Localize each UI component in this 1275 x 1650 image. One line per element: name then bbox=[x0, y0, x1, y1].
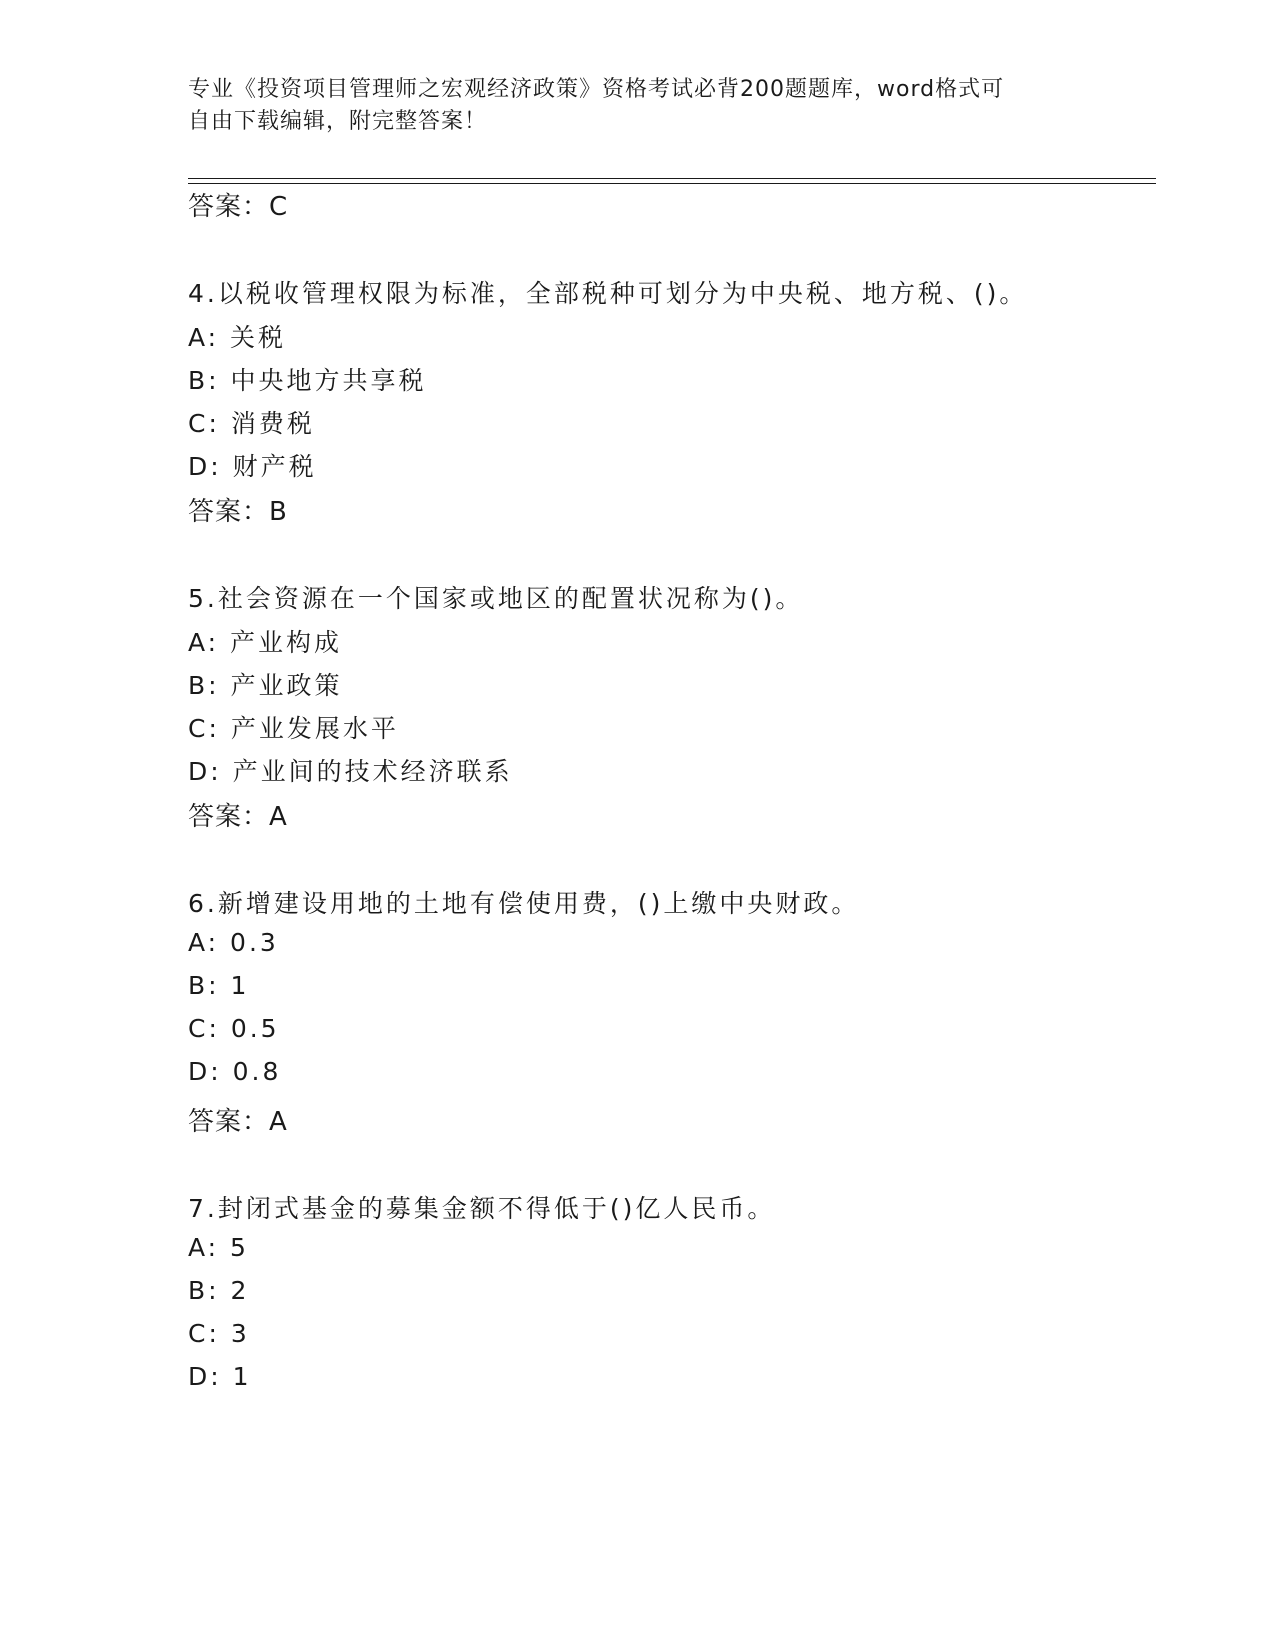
question-6-answer: 答案：A bbox=[188, 1107, 288, 1137]
question-4-option-d: D: 财产税 bbox=[188, 452, 317, 481]
question-5-stem: 5.社会资源在一个国家或地区的配置状况称为()。 bbox=[188, 584, 804, 613]
header-line-1: 专业《投资项目管理师之宏观经济政策》资格考试必背200题题库，word格式可 bbox=[188, 77, 1005, 102]
question-6-option-d: D: 0.8 bbox=[188, 1057, 282, 1086]
question-5-answer: 答案：A bbox=[188, 802, 288, 832]
question-6-option-b: B: 1 bbox=[188, 971, 250, 1000]
question-6-option-a: A: 0.3 bbox=[188, 928, 279, 957]
question-4-option-b: B: 中央地方共享税 bbox=[188, 366, 427, 395]
question-5-option-d: D: 产业间的技术经济联系 bbox=[188, 757, 513, 786]
header-divider-top bbox=[188, 178, 1156, 179]
question-5-option-b: B: 产业政策 bbox=[188, 671, 343, 700]
question-7-option-c: C: 3 bbox=[188, 1319, 250, 1348]
question-4-stem: 4.以税收管理权限为标准，全部税种可划分为中央税、地方税、()。 bbox=[188, 279, 1028, 308]
question-4-answer: 答案：B bbox=[188, 497, 288, 527]
answer-previous: 答案：C bbox=[188, 192, 289, 222]
question-7-option-b: B: 2 bbox=[188, 1276, 250, 1305]
document-header bbox=[188, 74, 1088, 138]
question-7-option-d: D: 1 bbox=[188, 1362, 252, 1391]
question-4-option-a: A: 关税 bbox=[188, 323, 287, 352]
question-4-option-c: C: 消费税 bbox=[188, 409, 315, 438]
question-5-option-a: A: 产业构成 bbox=[188, 628, 343, 657]
header-divider-bottom bbox=[188, 183, 1156, 184]
question-5-option-c: C: 产业发展水平 bbox=[188, 714, 399, 743]
question-6-option-c: C: 0.5 bbox=[188, 1014, 280, 1043]
header-line-2: 自由下载编辑，附完整答案！ bbox=[188, 109, 488, 134]
question-7-stem: 7.封闭式基金的募集金额不得低于()亿人民币。 bbox=[188, 1194, 776, 1223]
question-6-stem: 6.新增建设用地的土地有偿使用费，()上缴中央财政。 bbox=[188, 889, 860, 918]
question-7-option-a: A: 5 bbox=[188, 1233, 249, 1262]
